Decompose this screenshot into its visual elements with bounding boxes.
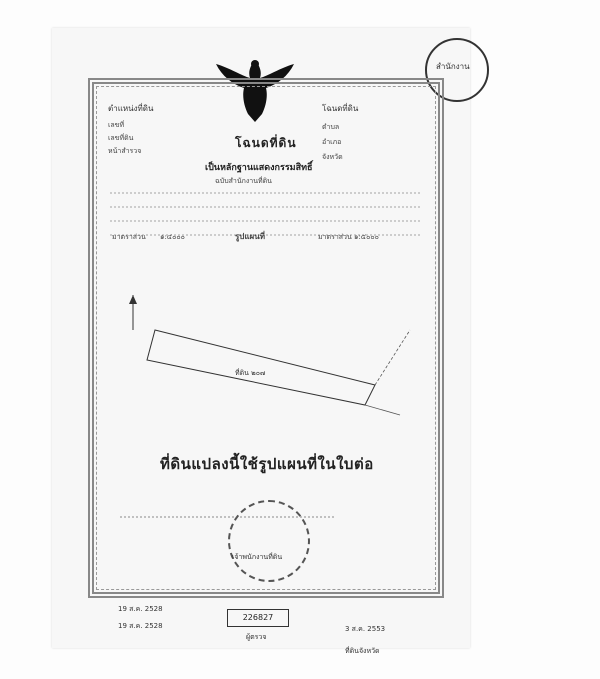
label-land-position: ตำแหน่งที่ดิน bbox=[108, 104, 154, 113]
deed-subtitle: เป็นหลักฐานแสดงกรรมสิทธิ์ bbox=[205, 163, 313, 173]
parcel-map bbox=[125, 290, 425, 430]
field-changwat: จังหวัด bbox=[322, 153, 343, 161]
scale-label: มาตราส่วน bbox=[112, 233, 146, 241]
official-seal bbox=[228, 500, 310, 582]
map-note-headline: ที่ดินแปลงนี้ใช้รูปแผนที่ในใบต่อ bbox=[160, 455, 374, 473]
provincial-land-office: ที่ดินจังหวัด bbox=[345, 647, 380, 655]
date-stamp-3: 3 ส.ค. 2553 bbox=[345, 625, 386, 633]
parcel-number: ที่ดิน ๒๐๗ bbox=[235, 369, 266, 377]
date-stamp-2: 19 ส.ค. 2528 bbox=[118, 622, 163, 630]
stamp-text: สำนักงาน bbox=[436, 62, 470, 71]
field-survey: หน้าสำรวจ bbox=[108, 147, 142, 155]
deed-serial-number: 226827 bbox=[227, 609, 289, 627]
field-amphoe: อำเภอ bbox=[322, 138, 342, 146]
deed-title: โฉนดที่ดิน bbox=[235, 136, 297, 150]
field-land-number: เลขที่ดิน bbox=[108, 134, 134, 142]
scale-right: มาตราส่วน ๑:๔๐๐๐ bbox=[318, 233, 379, 241]
deed-subtitle-office: ฉบับสำนักงานที่ดิน bbox=[215, 177, 272, 185]
signature-line bbox=[120, 505, 340, 525]
map-label: รูปแผนที่ bbox=[235, 232, 265, 241]
label-title-deed: โฉนดที่ดิน bbox=[322, 104, 359, 113]
field-tambon: ตำบล bbox=[322, 123, 340, 131]
seal-caption: เจ้าพนักงานที่ดิน bbox=[232, 553, 283, 561]
date-stamp-1: 19 ส.ค. 2528 bbox=[118, 605, 163, 613]
field-number: เลขที่ bbox=[108, 121, 125, 129]
inspector-label: ผู้ตรวจ bbox=[246, 633, 267, 641]
scale-value: ๑:๔๐๐๐ bbox=[160, 233, 185, 241]
handwritten-fields bbox=[110, 185, 430, 245]
